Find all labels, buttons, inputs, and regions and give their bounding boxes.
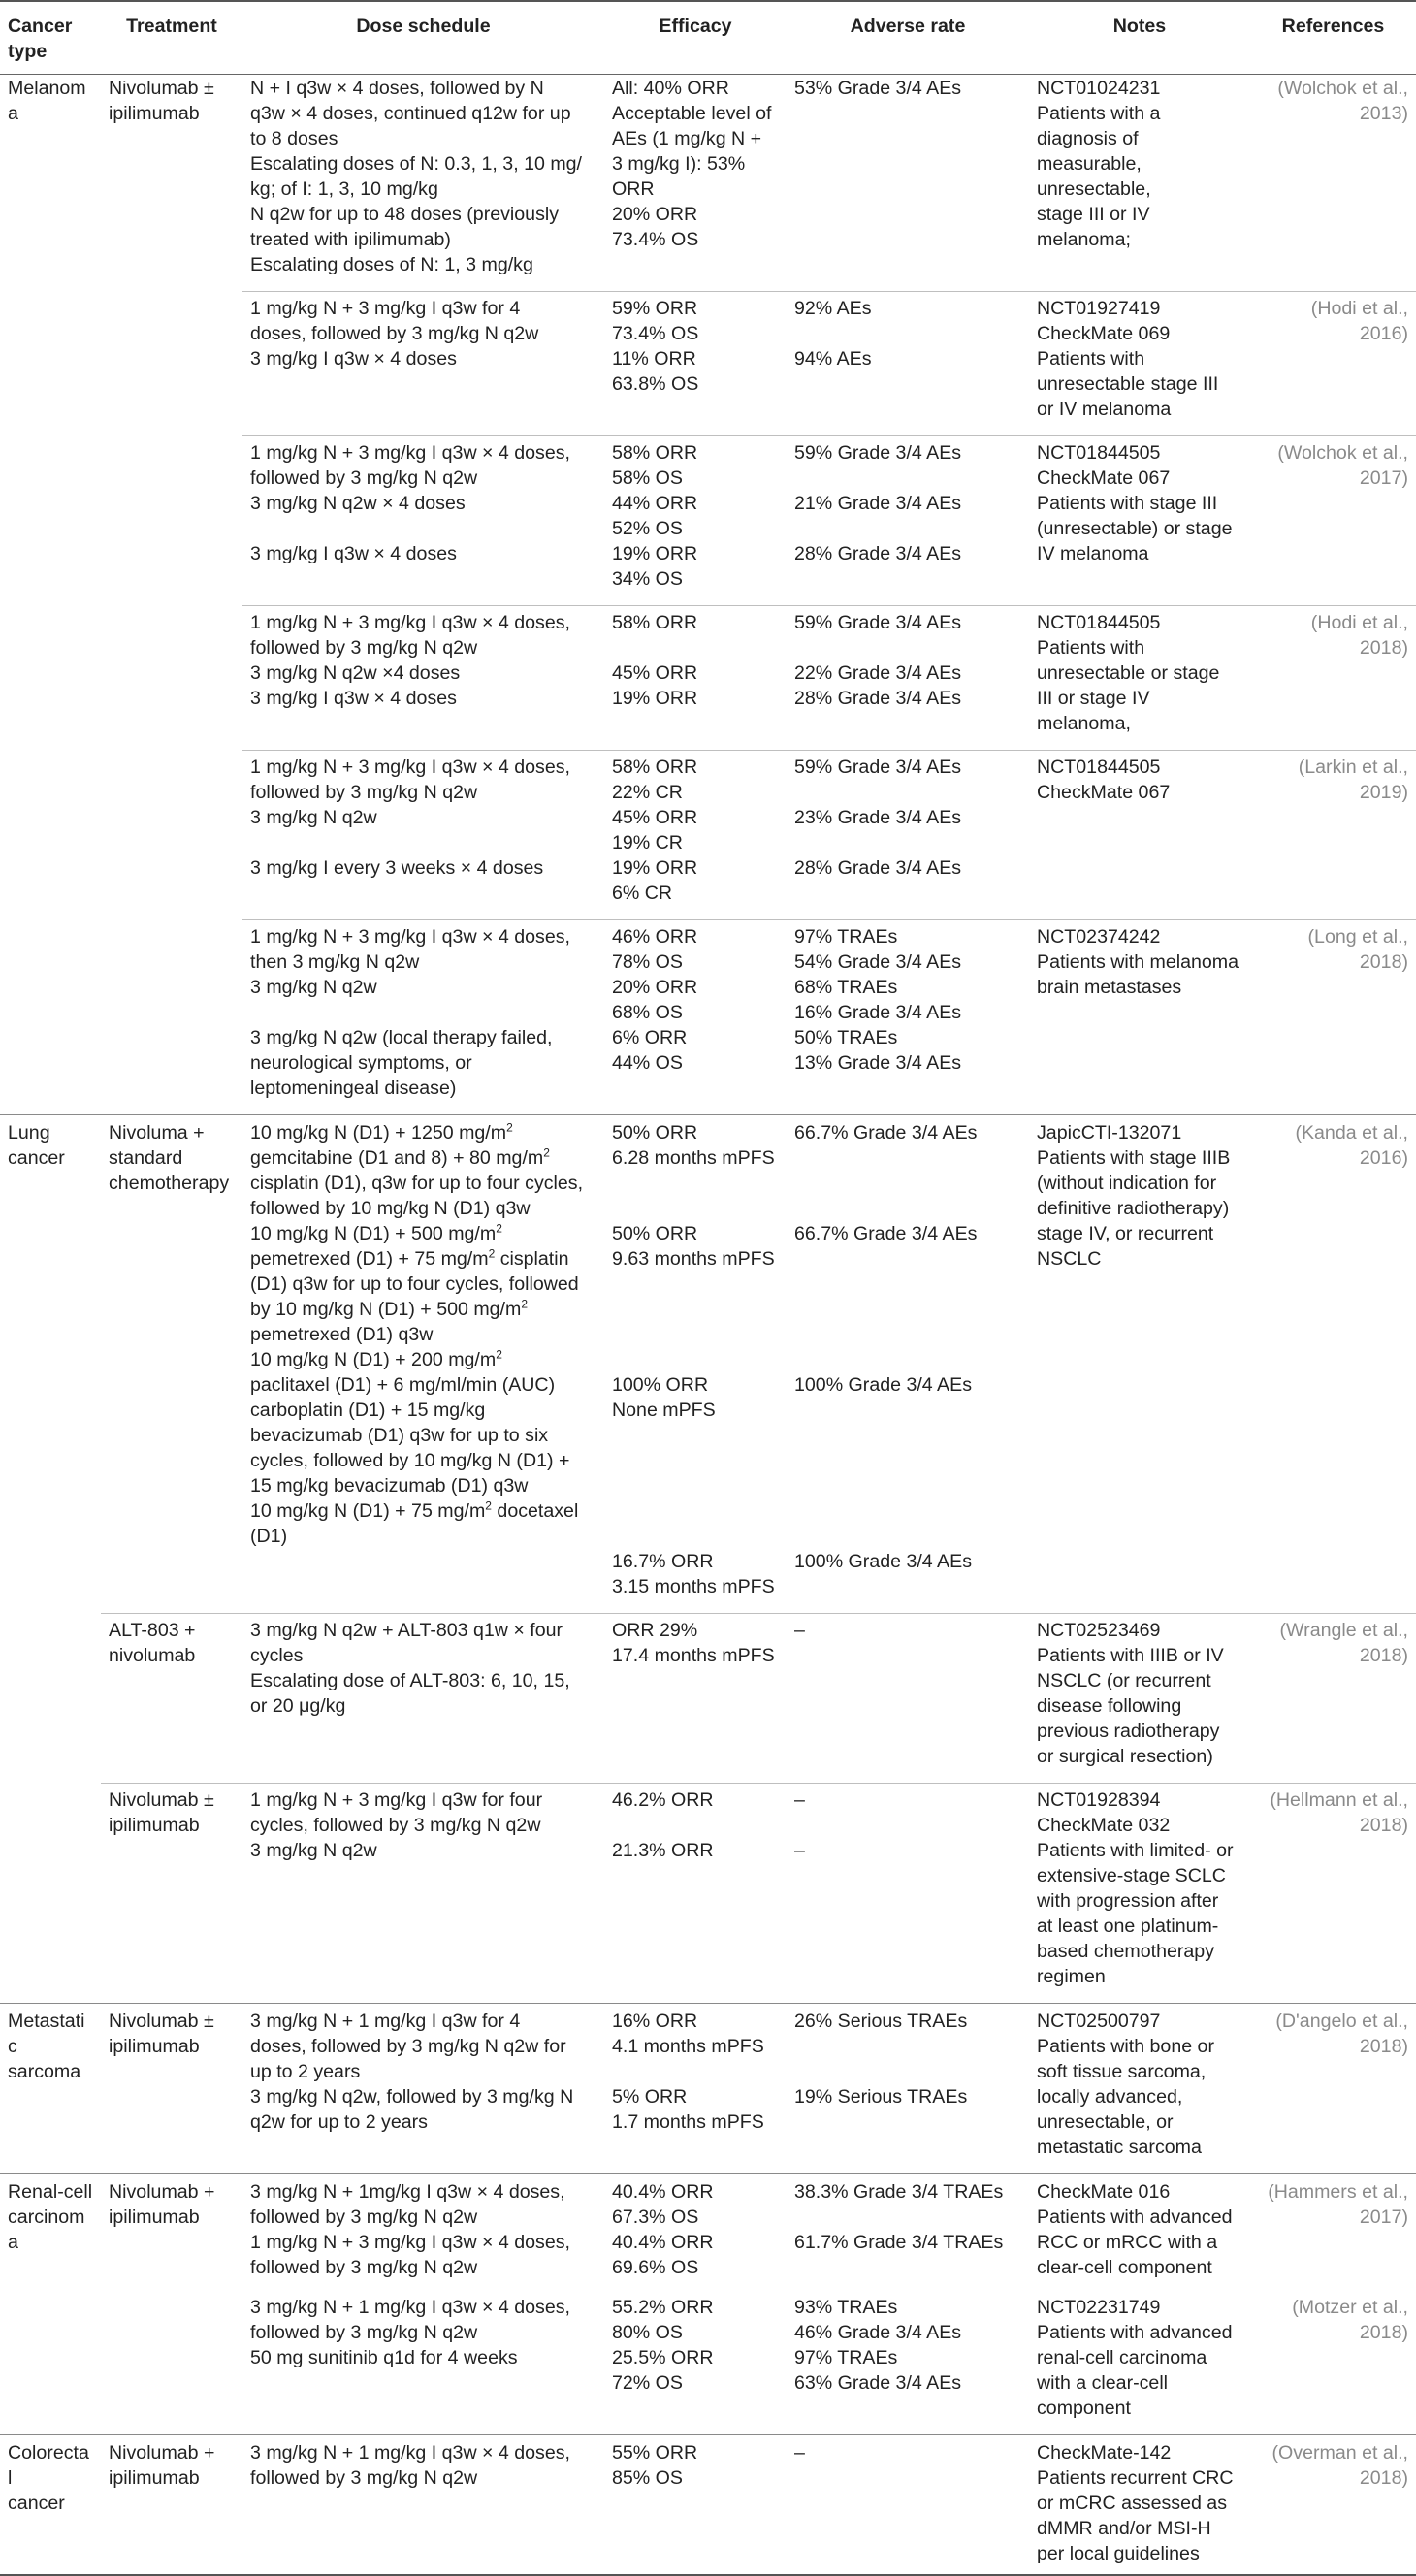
cell-cancer-type: Metastatic sarcoma bbox=[0, 2004, 101, 2174]
header-references: References bbox=[1250, 1, 1416, 75]
cell-notes: NCT01844505 CheckMate 067 bbox=[1029, 751, 1250, 920]
cell-notes: NCT02374242 Patients with melanoma brain metastases bbox=[1029, 920, 1250, 1115]
table-body bbox=[0, 75, 1416, 2576]
cell-efficacy: 46.2% ORR 21.3% ORR bbox=[604, 1784, 787, 2004]
cell-dose-schedule: N + I q3w × 4 doses, followed by N q3w × 4 doses, continued q12w for up to 8 doses Escalating doses of N: 0.3, 1, 3, 10 mg/ kg; of I: 1, 3, 10 mg/kg N q2w for up to 48 doses (previously treated with ipilimumab) Escalating doses of N: 1, 3 mg/kg bbox=[250, 78, 582, 275]
dose-text: paclitaxel (D1) + 6 mg/ml/min (AUC) carboplatin (D1) + 15 mg/kg bevacizumab (D1) q3w for up to six cycles, followed by 10 mg/kg N (D1) + 15 mg/kg bevacizumab (D1) q3w 10 mg/kg N (D1) + 75 mg/m bbox=[250, 1374, 570, 1522]
cell-reference: (Hodi et al., 2018) bbox=[1250, 606, 1416, 751]
cell-adverse-rate: – bbox=[787, 1614, 1029, 1784]
table-row bbox=[0, 75, 1416, 292]
cell-efficacy: 16% ORR 4.1 months mPFS 5% ORR 1.7 months mPFS bbox=[604, 2004, 787, 2174]
cell-dose-schedule bbox=[242, 1115, 604, 1614]
cell-reference: (Motzer et al., 2018) bbox=[1292, 2297, 1408, 2343]
cell-reference: (Wolchok et al., 2013) bbox=[1277, 78, 1408, 124]
superscript: 2 bbox=[496, 1347, 502, 1362]
cell-efficacy: ORR 29% 17.4 months mPFS bbox=[604, 1614, 787, 1784]
cell-notes: CheckMate 016 Patients with advanced RCC or mRCC with a clear-cell component bbox=[1029, 2174, 1250, 2295]
cell-adverse-rate: 26% Serious TRAEs 19% Serious TRAEs bbox=[787, 2004, 1029, 2174]
cell-adverse-rate: 66.7% Grade 3/4 AEs 66.7% Grade 3/4 AEs 100% Grade 3/4 AEs 100% Grade 3/4 AEs bbox=[787, 1115, 1029, 1614]
table-row bbox=[0, 1614, 1416, 1784]
cell-treatment: ALT-803 + nivolumab bbox=[101, 1614, 242, 1784]
cell-efficacy: 59% ORR 73.4% OS 11% ORR 63.8% OS bbox=[604, 292, 787, 436]
dose-text: docetaxel (D1) bbox=[250, 1500, 579, 1547]
dose-text: gemcitabine (D1 and 8) + 80 mg/m bbox=[250, 1147, 544, 1169]
cell-efficacy: 40.4% ORR 67.3% OS 40.4% ORR 69.6% OS bbox=[604, 2174, 787, 2295]
cell-treatment: Nivolumab ± ipilimumab bbox=[101, 2004, 242, 2174]
dose-text: 10 mg/kg N (D1) + 1250 mg/m bbox=[250, 1122, 507, 1143]
cell-reference: (Wolchok et al., 2017) bbox=[1250, 436, 1416, 606]
table-row bbox=[0, 2435, 1416, 2576]
cell-notes: NCT02523469 Patients with IIIB or IV NSCLC (or recurrent disease following previous radiotherapy or surgical resection) bbox=[1029, 1614, 1250, 1784]
header-treatment: Treatment bbox=[101, 1, 242, 75]
dose-text: cisplatin (D1) q3w for up to four cycles, followed by 10 mg/kg N (D1) + 500 mg/m bbox=[250, 1248, 579, 1320]
dose-text: pemetrexed (D1) q3w 10 mg/kg N (D1) + 200 mg/m bbox=[250, 1324, 497, 1370]
cell-reference: (Long et al., 2018) bbox=[1250, 920, 1416, 1115]
dose-text: cisplatin (D1), q3w for up to four cycles, followed by 10 mg/kg N (D1) q3w 10 mg/kg N (D1) + 500 mg/m bbox=[250, 1173, 584, 1244]
header-notes: Notes bbox=[1029, 1, 1250, 75]
cell-efficacy: 58% ORR 22% CR 45% ORR 19% CR 19% ORR 6% CR bbox=[604, 751, 787, 920]
cell-notes: NCT01927419 CheckMate 069 Patients with unresectable stage III or IV melanoma bbox=[1029, 292, 1250, 436]
header-adverse-rate: Adverse rate bbox=[787, 1, 1029, 75]
cell-reference: (Hammers et al., 2017) bbox=[1250, 2174, 1416, 2295]
cell-efficacy: All: 40% ORR Acceptable level of AEs (1 mg/kg N + 3 mg/kg I): 53% ORR 20% ORR 73.4% OS bbox=[612, 78, 772, 250]
cell-reference: (Hodi et al., 2016) bbox=[1250, 292, 1416, 436]
cell-adverse-rate: – – bbox=[787, 1784, 1029, 2004]
cell-efficacy: 50% ORR 6.28 months mPFS 50% ORR 9.63 months mPFS 100% ORR None mPFS 16.7% ORR 3.15 months mPFS bbox=[604, 1115, 787, 1614]
cell-adverse-rate: 53% Grade 3/4 AEs bbox=[794, 78, 962, 99]
header-cancer-type: Cancer type bbox=[0, 1, 101, 75]
cell-dose-schedule: 1 mg/kg N + 3 mg/kg I q3w for 4 doses, followed by 3 mg/kg N q2w 3 mg/kg I q3w × 4 doses bbox=[242, 292, 604, 436]
header-row bbox=[0, 1, 1416, 75]
cell-dose-schedule: 1 mg/kg N + 3 mg/kg I q3w for four cycles, followed by 3 mg/kg N q2w 3 mg/kg N q2w bbox=[242, 1784, 604, 2004]
cell-efficacy: 46% ORR 78% OS 20% ORR 68% OS 6% ORR 44% OS bbox=[604, 920, 787, 1115]
cell-efficacy: 58% ORR 45% ORR 19% ORR bbox=[604, 606, 787, 751]
cell-efficacy: 55% ORR 85% OS bbox=[604, 2435, 787, 2576]
cell-dose-schedule: 1 mg/kg N + 3 mg/kg I q3w × 4 doses, followed by 3 mg/kg N q2w 3 mg/kg N q2w ×4 doses 3 mg/kg I q3w × 4 doses bbox=[242, 606, 604, 751]
cell-notes: NCT01844505 CheckMate 067 Patients with stage III (unresectable) or stage IV melanoma bbox=[1029, 436, 1250, 606]
cell-notes: NCT02231749 Patients with advanced renal-cell carcinoma with a clear-cell component bbox=[1037, 2297, 1233, 2419]
cell-notes: CheckMate-142 Patients recurrent CRC or mCRC assessed as dMMR and/or MSI-H per local guidelines bbox=[1029, 2435, 1250, 2576]
cell-reference: (D'angelo et al., 2018) bbox=[1250, 2004, 1416, 2174]
superscript: 2 bbox=[488, 1246, 496, 1261]
superscript: 2 bbox=[506, 1120, 513, 1135]
cell-cancer-type: Lung cancer bbox=[0, 1115, 101, 2004]
cell-dose-schedule: 1 mg/kg N + 3 mg/kg I q3w × 4 doses, then 3 mg/kg N q2w 3 mg/kg N q2w 3 mg/kg N q2w (local therapy failed, neurological symptoms, or leptomeningeal disease) bbox=[242, 920, 604, 1115]
dose-text: pemetrexed (D1) + 75 mg/m bbox=[250, 1248, 489, 1270]
cell-dose-schedule: 3 mg/kg N + 1 mg/kg I q3w × 4 doses, followed by 3 mg/kg N q2w 50 mg sunitinib q1d for 4 weeks bbox=[250, 2297, 570, 2368]
cell-efficacy: 55.2% ORR 80% OS 25.5% ORR 72% OS bbox=[612, 2297, 714, 2394]
cell-reference: (Larkin et al., 2019) bbox=[1250, 751, 1416, 920]
cell-treatment: Nivolumab + ipilimumab bbox=[101, 2174, 242, 2435]
table-row bbox=[0, 1784, 1416, 2004]
cell-notes: NCT01024231 Patients with a diagnosis of measurable, unresectable, stage III or IV melanoma; bbox=[1037, 78, 1161, 250]
cell-dose-schedule: 1 mg/kg N + 3 mg/kg I q3w × 4 doses, followed by 3 mg/kg N q2w 3 mg/kg N q2w 3 mg/kg I every 3 weeks × 4 doses bbox=[242, 751, 604, 920]
table-row bbox=[0, 2004, 1416, 2174]
superscript: 2 bbox=[485, 1498, 492, 1513]
cell-efficacy: 58% ORR 58% OS 44% ORR 52% OS 19% ORR 34% OS bbox=[604, 436, 787, 606]
table-row bbox=[0, 2174, 1416, 2295]
cell-dose-schedule: 3 mg/kg N + 1 mg/kg I q3w × 4 doses, followed by 3 mg/kg N q2w bbox=[242, 2435, 604, 2576]
cell-adverse-rate: 97% TRAEs 54% Grade 3/4 AEs 68% TRAEs 16% Grade 3/4 AEs 50% TRAEs 13% Grade 3/4 AEs bbox=[787, 920, 1029, 1115]
superscript: 2 bbox=[521, 1297, 529, 1311]
cell-cancer-type: Melanoma bbox=[8, 78, 86, 124]
cell-adverse-rate: 59% Grade 3/4 AEs 21% Grade 3/4 AEs 28% Grade 3/4 AEs bbox=[787, 436, 1029, 606]
cell-adverse-rate: 59% Grade 3/4 AEs 23% Grade 3/4 AEs 28% Grade 3/4 AEs bbox=[787, 751, 1029, 920]
superscript: 2 bbox=[543, 1145, 550, 1160]
cell-dose-schedule: 1 mg/kg N + 3 mg/kg I q3w × 4 doses, followed by 3 mg/kg N q2w 3 mg/kg N q2w × 4 doses 3 mg/kg I q3w × 4 doses bbox=[242, 436, 604, 606]
superscript: 2 bbox=[496, 1221, 502, 1236]
cell-dose-schedule: 3 mg/kg N + 1 mg/kg I q3w for 4 doses, followed by 3 mg/kg N q2w for up to 2 years 3 mg/kg N q2w, followed by 3 mg/kg N q2w for up to 2 years bbox=[242, 2004, 604, 2174]
cell-cancer-type: Colorectal cancer bbox=[0, 2435, 101, 2576]
table-row bbox=[0, 1115, 1416, 1614]
cell-dose-schedule: 3 mg/kg N q2w + ALT-803 q1w × four cycles Escalating dose of ALT-803: 6, 10, 15, or 20 μg/kg bbox=[242, 1614, 604, 1784]
cell-notes: NCT02500797 Patients with bone or soft tissue sarcoma, locally advanced, unresectable, or metastatic sarcoma bbox=[1029, 2004, 1250, 2174]
cell-treatment: Nivolumab ± ipilimumab bbox=[109, 78, 214, 124]
cell-cancer-type: Renal-cell carcinoma bbox=[0, 2174, 101, 2435]
cell-treatment: Nivoluma + standard chemotherapy bbox=[101, 1115, 242, 1614]
cell-notes: JapicCTI-132071 Patients with stage IIIB (without indication for definitive radiotherapy) stage IV, or recurrent NSCLC bbox=[1029, 1115, 1250, 1614]
cell-adverse-rate: 59% Grade 3/4 AEs 22% Grade 3/4 AEs 28% Grade 3/4 AEs bbox=[787, 606, 1029, 751]
cell-adverse-rate: – bbox=[787, 2435, 1029, 2576]
cell-adverse-rate: 92% AEs 94% AEs bbox=[787, 292, 1029, 436]
cell-adverse-rate: 93% TRAEs 46% Grade 3/4 AEs 97% TRAEs 63% Grade 3/4 AEs bbox=[794, 2297, 962, 2394]
cell-reference: (Kanda et al., 2016) bbox=[1250, 1115, 1416, 1614]
cell-reference: (Wrangle et al., 2018) bbox=[1250, 1614, 1416, 1784]
cell-reference: (Overman et al., 2018) bbox=[1250, 2435, 1416, 2576]
header-efficacy: Efficacy bbox=[604, 1, 787, 75]
cell-notes: NCT01928394 CheckMate 032 Patients with limited- or extensive-stage SCLC with progression after at least one platinum- based chemotherapy regimen bbox=[1029, 1784, 1250, 2004]
header-dose-schedule: Dose schedule bbox=[242, 1, 604, 75]
cell-treatment: Nivolumab ± ipilimumab bbox=[101, 1784, 242, 2004]
cell-treatment: Nivolumab + ipilimumab bbox=[101, 2435, 242, 2576]
cell-reference: (Hellmann et al., 2018) bbox=[1250, 1784, 1416, 2004]
cell-notes: NCT01844505 Patients with unresectable or stage III or stage IV melanoma, bbox=[1029, 606, 1250, 751]
cell-adverse-rate: 38.3% Grade 3/4 TRAEs 61.7% Grade 3/4 TRAEs bbox=[787, 2174, 1029, 2295]
cell-dose-schedule: 3 mg/kg N + 1mg/kg I q3w × 4 doses, followed by 3 mg/kg N q2w 1 mg/kg N + 3 mg/kg I q3w × 4 doses, followed by 3 mg/kg N q2w bbox=[242, 2174, 604, 2295]
